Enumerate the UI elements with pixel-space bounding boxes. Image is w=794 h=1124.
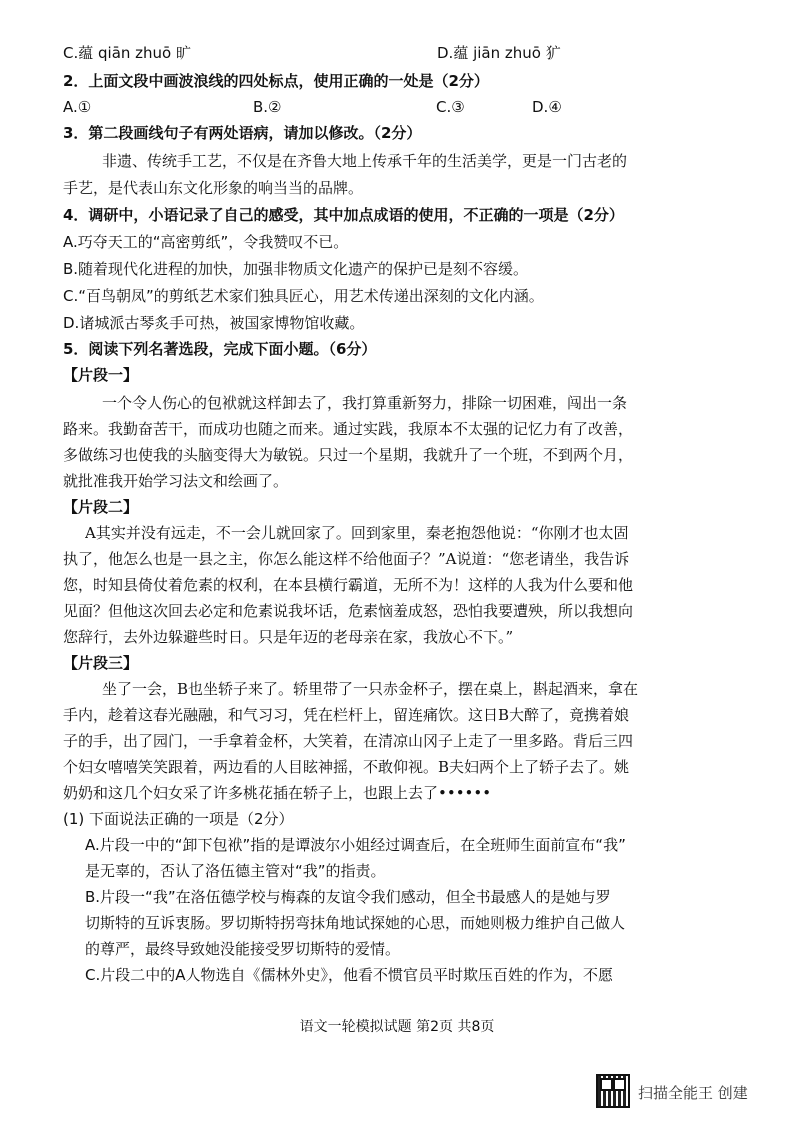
text-line: 您，时知县倚仗着危素的权利，在本县横行霸道，无所不为！这样的人我为什么要和他 <box>63 576 634 594</box>
text-line: A.① <box>63 98 92 116</box>
text-line: 见面？但他这次回去必定和危素说我坏话，危素恼羞成怒，恐怕我要遭殃，所以我想向 <box>63 602 634 620</box>
text-line: 5．阅读下列名著选段，完成下面小题。（6分） <box>63 340 377 358</box>
text-line: C.蕴 qiān zhuō 旷 <box>63 44 191 62</box>
text-line: C.“百鸟朝凤”的剪纸艺术家们独具匠心，用艺术传递出深刻的文化内涵。 <box>63 287 544 305</box>
text-line: B.随着现代化进程的加快，加强非物质文化遗产的保护已是刻不容缓。 <box>63 260 529 278</box>
text-line: 多做练习也使我的头脑变得大为敏锐。只过一个星期，我就升了一个班，不到两个月， <box>63 446 634 464</box>
text-line: D.蕴 jiān zhuō 犷 <box>437 44 561 62</box>
text-line: (1) 下面说法正确的一项是（2分） <box>63 810 294 828</box>
text-line: D.④ <box>532 98 562 116</box>
page-footer: 语文一轮模拟试题 第2页 共8页 <box>299 1019 495 1035</box>
text-line: 坐了一会，B也坐轿子来了。轿里带了一只赤金杯子，摆在桌上，斟起酒来，拿在 <box>102 680 639 698</box>
text-line: 的尊严，最终导致她没能接受罗切斯特的爱情。 <box>85 940 401 958</box>
text-line: 2．上面文段中画波浪线的四处标点，使用正确的一处是（2分） <box>63 72 489 90</box>
text-line: 子的手，出了园门，一手拿着金杯，大笑着，在清凉山冈子上走了一里多路。背后三四 <box>63 732 634 750</box>
text-line: 【片段二】 <box>63 498 139 516</box>
text-line: 3．第二段画线句子有两处语病，请加以修改。（2分） <box>63 124 422 142</box>
text-line: 一个令人伤心的包袱就这样卸去了，我打算重新努力，排除一切困难，闯出一条 <box>102 394 628 412</box>
text-line: 非遗、传统手工艺，不仅是在齐鲁大地上传承千年的生活美学，更是一门古老的 <box>102 152 628 170</box>
text-line: 就批准我开始学习法文和绘画了。 <box>63 472 289 490</box>
text-line: D.诸城派古琴炙手可热，被国家博物馆收藏。 <box>63 314 365 332</box>
text-line: A其实并没有远走，不一会儿就回家了。回到家里，秦老抱怨他说：“你刚才也太固 <box>85 524 629 542</box>
text-line: 个妇女嘻嘻笑笑跟着，两边看的人目眩神摇，不敢仰视。B夫妇两个上了轿子去了。姚 <box>63 758 630 776</box>
text-line: 手内，趁着这春光融融，和气习习，凭在栏杆上，留连痛饮。这日B大醉了，竟携着娘 <box>63 706 630 724</box>
text-line: C.③ <box>436 98 465 116</box>
text-line: A.片段一中的“卸下包袱”指的是谭波尔小姐经过调查后，在全班师生面前宣布“我” <box>85 836 626 854</box>
text-line: 【片段三】 <box>63 654 139 672</box>
qr-code-icon <box>596 1074 630 1108</box>
text-line: 执了，他怎么也是一县之主，你怎么能这样不给他面子？”A说道：“您老请坐，我告诉 <box>63 550 630 568</box>
text-line: 手艺，是代表山东文化形象的响当当的品牌。 <box>63 179 364 197</box>
text-line: C.片段二中的A人物选自《儒林外史》，他看不惯官员平时欺压百姓的作为，不愿 <box>85 966 614 984</box>
text-line: 切斯特的互诉衷肠。罗切斯特拐弯抹角地试探她的心思，而她则极力维护自己做人 <box>85 914 626 932</box>
text-line: 【片段一】 <box>63 366 139 384</box>
text-line: 路来。我勤奋苦干，而成功也随之而来。通过实践，我原本不太强的记忆力有了改善， <box>63 420 634 438</box>
text-line: 您辞行，去外边躲避些时日。只是年迈的老母亲在家，我放心不下。” <box>63 628 514 646</box>
scanner-watermark: 扫描全能王 创建 <box>638 1084 748 1102</box>
text-line: 奶奶和这几个妇女采了许多桃花插在轿子上，也跟上去了•••••• <box>63 784 492 802</box>
text-line: 4．调研中，小语记录了自己的感受，其中加点成语的使用，不正确的一项是（2分） <box>63 206 624 224</box>
text-line: 是无辜的，否认了洛伍德主管对“我”的指责。 <box>85 862 386 880</box>
text-line: B.② <box>253 98 282 116</box>
text-line: B.片段一“我”在洛伍德学校与梅森的友谊令我们感动，但全书最感人的是她与罗 <box>85 888 611 906</box>
text-line: A.巧夺天工的“高密剪纸”，令我赞叹不已。 <box>63 233 349 251</box>
